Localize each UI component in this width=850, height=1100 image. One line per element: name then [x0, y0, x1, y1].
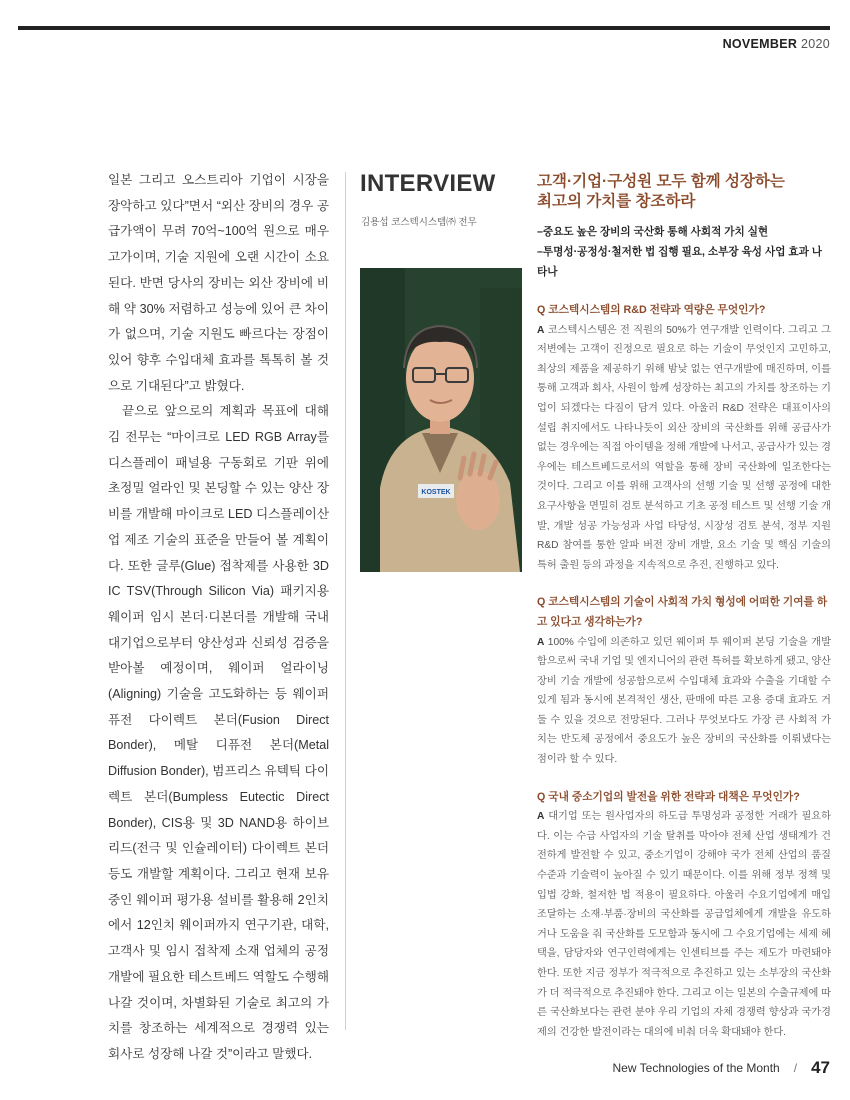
- issue-month: NOVEMBER: [722, 37, 798, 51]
- answer-1-text: 코스텍시스템은 전 직원의 50%가 연구개발 인력이다. 그리고 그 저변에는 고객이 진정으로 필요로 하는 기술이 무엇인지 고민하고, 최상의 제품을 제공하기 위해 밤낮 없는 연구개발에 매진하며, 이를 통해 고객과 회사, 사원이 함께 성장하는 최고의 가치를 창조하는 기업이 되겠다는 다짐이 담겨 있다. 아울러 R&D 전략은 대표이사의 설립 취지에서도 나타나듯이 외산 장비의 국산화를 위해 공급사가 없는 경우에는 직접 아이템을 정해 개발에 나서고, 공급사가 있는 경우에는 테스트베드로서의 역할을 통해 장비 국산화에 일조한다는 것이다. 그리고 이를 위해 고객사의 선행 기술 및 선행 공정에 대한 요구사항을 면밀히 검토 분석하고 기초 공정 테스트 및 선행 기술 개발, 개발 성공 가능성과 사업 타당성, 시장성 검토 분석, 정부 지원 R&D 참여를 통한 알파 버전 장비 개발, 요소 기술 및 핵심 기술의 특허 출원 등의 과정을 지속적으로 추진, 진행하고 있다.: [537, 324, 832, 571]
- question-1: Q 코스텍시스템의 R&D 전략과 역량은 무엇인가?: [537, 304, 766, 316]
- headline-line-1: 고객·기업·구성원 모두 함께 성장하는: [537, 173, 785, 190]
- left-paragraph-2: 끝으로 앞으로의 계획과 목표에 대해 김 전무는 “마이크로 LED RGB Array를 디스플레이 패널용 구동회로 기판 위에 초정밀 얼라인 및 본딩할 수 있는 양산 장비를 개발해 마이크로 LED 디스플레이산업 제조 기술의 표준을 만들어 볼 계획이다. 또한 글루(Glue) 접착제를 사용한 3D IC TSV(Through Silicon Via) 패키지용 웨이퍼 임시 본더·디본더를 개발해 국내 대기업으로부터 양산성과 신뢰성 검증을 받아볼 예정이며, 웨이퍼 얼라이닝(Aligning) 기술을 고도화하는 등 웨이퍼 퓨전 다이렉트 본더(Fusion Direct Bonder), 메탈 디퓨전 본더(Metal Diffusion Bonder), 범프리스 유텍틱 다이렉트 본더(Bumpless Eutectic Direct Bonder), CIS용 및 3D NAND용 하이브리드(전극 및 인슐레이터) 다이렉트 본더 등도 개발할 계획이다. 그리고 현재 보유 중인 웨이퍼 평가용 설비를 활용해 2인치에서 12인치 웨이퍼까지 연구기관, 대학, 고객사 및 임시 접착제 소재 업체의 공정 개발에 필요한 테스트베드 역할도 수행해 나갈 것이며, 차별화된 기술로 최고의 가치를 창조하는 세계적으로 경쟁력 있는 회사로 성장해 나갈 것”이라고 말했다.: [108, 404, 329, 1061]
- headline-line-2: 최고의 가치를 창조하라: [537, 193, 696, 210]
- answer-2-label: A: [537, 636, 545, 648]
- column-divider: [345, 172, 346, 1030]
- question-2: Q 코스텍시스템의 기술이 사회적 가치 형성에 어떠한 기여를 하고 있다고 생각하는가?: [537, 596, 828, 628]
- issue-year: 2020: [800, 37, 830, 51]
- top-rule: [18, 26, 830, 30]
- qa-block-1: [537, 301, 831, 575]
- page-number: 47: [811, 1058, 830, 1077]
- left-paragraph-1: 일본 그리고 오스트리아 기업이 시장을 장악하고 있다”면서 “외산 장비의 경우 공급가액이 무려 70억~100억 원으로 매우 고가이며, 기술 지원에 오랜 시간이 소요된다. 반면 당사의 장비는 외산 장비에 비해 약 30% 저렴하고 성능에 있어 큰 차이가 없으며, 기술 지원도 빠르다는 장점이 있어 향후 수입대체 효과를 톡톡히 볼 것으로 기대된다”고 밝혔다.: [108, 173, 329, 393]
- answer-2: [537, 633, 831, 770]
- jacket-logo: KOSTEK: [421, 489, 451, 496]
- interviewee-photo: [360, 268, 522, 572]
- answer-2-text: 100% 수입에 의존하고 있던 웨이퍼 투 웨이퍼 본딩 기술을 개발함으로써 국내 기업 및 엔지니어의 관련 특허를 확보하게 됐고, 양산 장비 기술 개발에 성공함으로써 수입대체 효과와 수출을 기대할 수 있게 됨과 동시에 본격적인 생산, 판매에 따른 고용 증대 효과도 거둘 수 있을 것으로 전망된다. 그러나 무엇보다도 가장 큰 사회적 가치는 반도체 공정에서 중요도가 높은 장비의 국산화를 이뤄냈다는 점이라 할 수 있다.: [537, 636, 832, 766]
- magazine-name: New Technologies of the Month: [612, 1061, 780, 1075]
- section-label: INTERVIEW: [360, 170, 496, 197]
- right-column: [537, 172, 831, 1042]
- page-footer: [613, 1057, 830, 1077]
- subhead-1: –중요도 높은 장비의 국산화 통해 사회적 가치 실현: [537, 226, 769, 238]
- answer-3: [537, 807, 831, 1042]
- left-column-text: [108, 168, 329, 1068]
- interviewee-byline: 김용섭 코스텍시스템㈜ 전무: [361, 217, 477, 228]
- question-3: Q 국내 중소기업의 발전을 위한 전략과 대책은 무엇인가?: [537, 790, 800, 803]
- answer-1: [537, 321, 831, 576]
- answer-3-text: 대기업 또는 원사업자의 하도급 투명성과 공정한 거래가 필요하다. 이는 수급 사업자의 기술 탈취를 막아야 전체 산업 생태계가 건전하게 발전할 수 있고, 중소기업이 강해야 국가 전체 산업의 품질 수준과 기술력이 높아질 수 있기 때문이다. 이를 위해 정부 정책 및 입법 강화, 철저한 법 적용이 필요하다. 아울러 수요기업에게 매입 조달하는 소재·부품·장비의 국산화를 공급업체에게 개발을 유도하거나 도움을 줘 국산화를 도모함과 동시에 그 수요기업에는 세제 혜택을, 담당자와 연구인력에게는 인센티브를 주는 제도가 마련돼야 한다. 또한 지금 정부가 적극적으로 추진하고 있는 소부장의 국산화가 더 적극적으로 추진돼야 한다. 그리고 이는 일본의 수출규제에 따른 국산화보다는 관련 분야 우리 기업의 자체 경쟁력 향상과 국가경제의 건강한 발전이라는 대의에 비춰 더욱 확대돼야 한다.: [537, 811, 832, 1038]
- answer-3-label: A: [537, 811, 545, 823]
- headline: [537, 172, 831, 212]
- portrait-illustration: [360, 268, 522, 572]
- qa-block-2: [537, 593, 831, 769]
- subhead-2: –투명성·공정성·철저한 법 집행 필요, 소부장 육성 사업 효과 나타나: [537, 246, 823, 278]
- answer-1-label: A: [537, 324, 545, 336]
- qa-block-3: [537, 788, 831, 1043]
- footer-separator: /: [793, 1061, 798, 1075]
- issue-date: [723, 37, 830, 51]
